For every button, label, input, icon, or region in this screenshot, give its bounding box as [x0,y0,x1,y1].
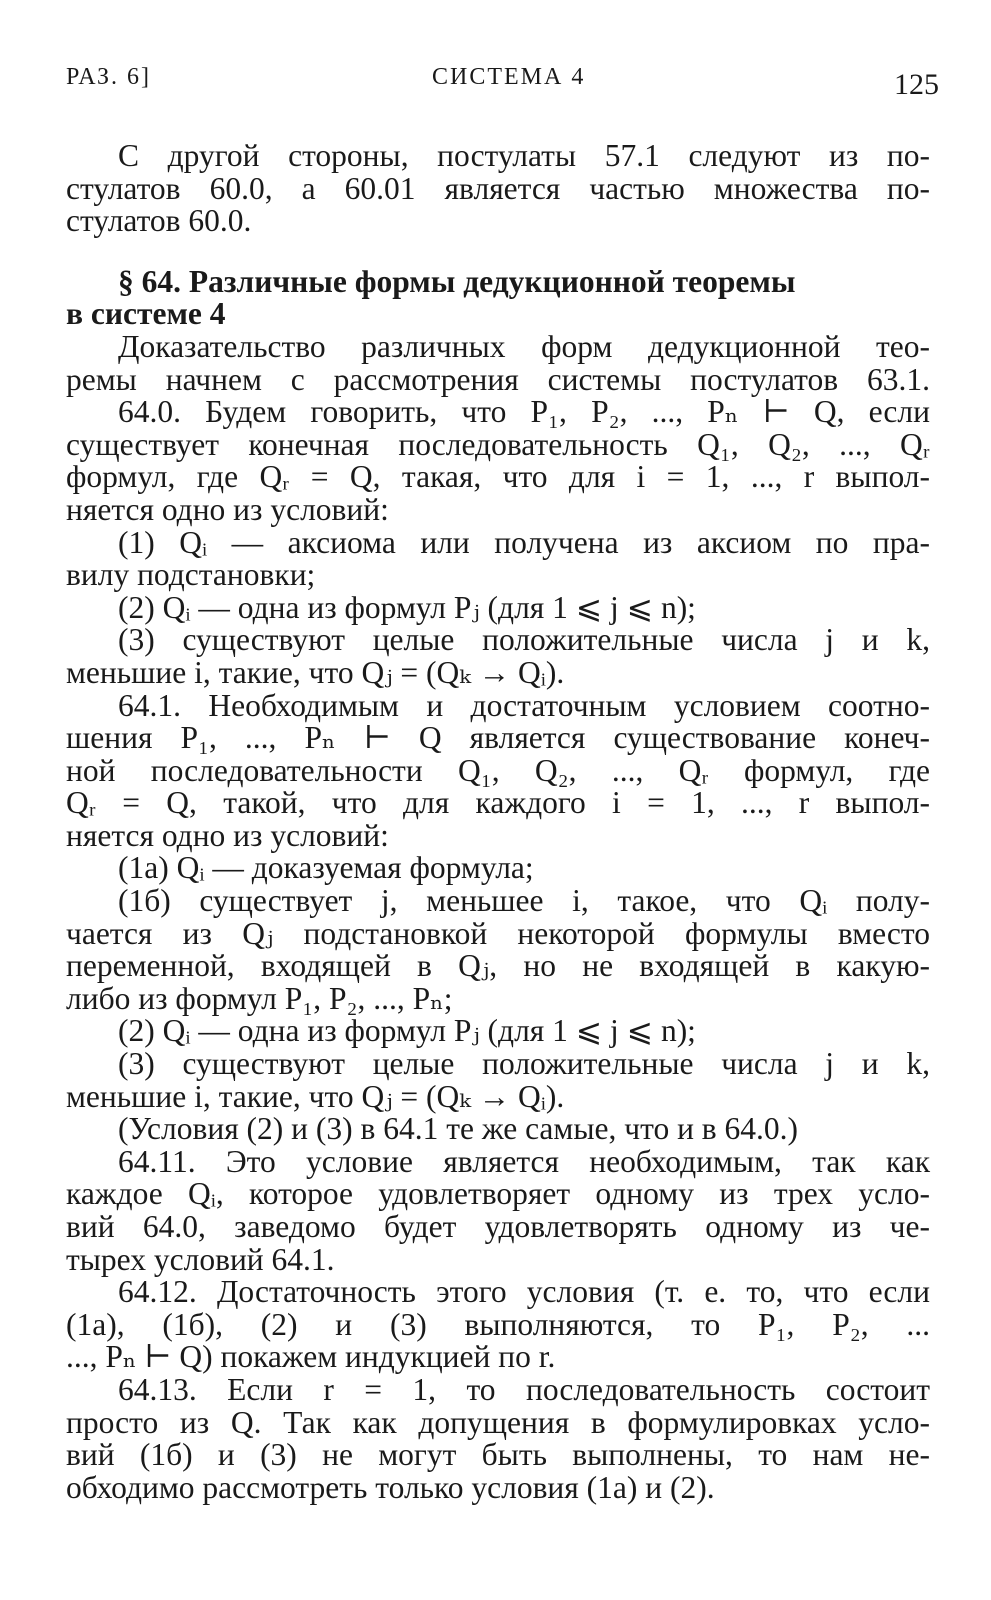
paragraph-64-11: 64.11. Это условие является необходимым, так как [118,1143,930,1179]
definition-64-0: 64.0. Будем говорить, что P₁, P₂, ..., Pₙ ⊢ Q, если [118,394,930,430]
paragraph-64-13: 64.13. Если r = 1, то последовательность состоит [118,1371,930,1407]
text-line: Qᵣ = Q, такой, что для каждого i = 1, ..., r выпол- [66,785,930,821]
theorem-64-1: 64.1. Необходимым и достаточным условием соотно- [118,687,930,723]
condition-item: (1а) Qᵢ — доказуемая формула; [118,850,534,886]
text-line: просто из Q. Так как допущения в формулировках усло- [66,1404,930,1440]
section-reference: РАЗ. 6] [66,64,152,90]
text-line: стулатов 60.0. [66,203,252,239]
remark-line: (Условия (2) и (3) в 64.1 те же самые, что и в 64.0.) [118,1111,799,1147]
paragraph-64-12: 64.12. Достаточность этого условия (т. е. то, что если [118,1274,930,1310]
text-line: существует конечная последовательность Q₁, Q₂, ..., Qᵣ [66,426,930,462]
text-line: ремы начнем с рассмотрения системы постулатов 63.1. [66,361,930,397]
condition-item: (3) существуют целые положительные числа j и k, [118,622,930,658]
text-line: няется одно из условий: [66,491,389,527]
section-gap [66,238,930,266]
text-line: (1а), (1б), (2) и (3) выполняются, то P₁, P₂, ... [66,1306,930,1342]
text-line: С другой стороны, постулаты 57.1 следуют из по- [118,138,930,173]
text-line: чается из Qⱼ подстановкой некоторой формулы вместо [66,915,930,951]
section-heading: § 64. Различные формы дедукционной теоремы [118,263,796,299]
text-line: няется одно из условий: [66,817,389,853]
condition-item: (2) Qᵢ — одна из формул Pⱼ (для 1 ⩽ j ⩽ n); [118,1013,696,1049]
text-line: обходимо рассмотреть только условия (1а) и (2). [66,1469,715,1505]
page-number: 125 [894,68,939,101]
condition-item: (2) Qᵢ — одна из формул Pⱼ (для 1 ⩽ j ⩽ n); [118,589,696,625]
text-line: Доказательство различных форм дедукционной тео- [118,328,930,364]
text-line: вилу подстановки; [66,557,316,593]
text-line: тырех условий 64.1. [66,1241,335,1277]
text-line: переменной, входящей в Qⱼ, но не входящей в какую- [66,948,930,984]
running-title: СИСТЕМА 4 [432,64,586,90]
text-line: формул, где Qᵣ = Q, такая, что для i = 1, ..., r выпол- [66,459,930,495]
text-line: ной последовательности Q₁, Q₂, ..., Qᵣ формул, где [66,752,930,788]
text-line: каждое Qᵢ, которое удовлетворяет одному из трех усло- [66,1176,930,1212]
text-line: вий 64.0, заведомо будет удовлетворять одному из че- [66,1209,930,1244]
text-line: вий (1б) и (3) не могут быть выполнены, то нам не- [66,1437,930,1473]
condition-item: (1) Qᵢ — аксиома или получена из аксиом по пра- [118,524,930,560]
section-heading: в системе 4 [66,296,226,332]
text-line: либо из формул P₁, P₂, ..., Pₙ; [66,980,453,1016]
page-body [66,140,930,1504]
condition-item: (1б) существует j, меньшее i, такое, что Qᵢ полу- [118,883,930,919]
condition-item: (3) существуют целые положительные числа j и k, [118,1046,930,1082]
text-line: ..., Pₙ ⊢ Q) покажем индукцией по r. [66,1339,556,1375]
text-line: стулатов 60.0, а 60.01 является частью множества по- [66,170,930,206]
text-line: меньшие i, такие, что Qⱼ = (Qₖ → Qᵢ). [66,1078,565,1114]
text-line: шения P₁, ..., Pₙ ⊢ Q является существование конеч- [66,720,930,756]
text-line: меньшие i, такие, что Qⱼ = (Qₖ → Qᵢ). [66,654,565,690]
running-header [66,58,939,101]
